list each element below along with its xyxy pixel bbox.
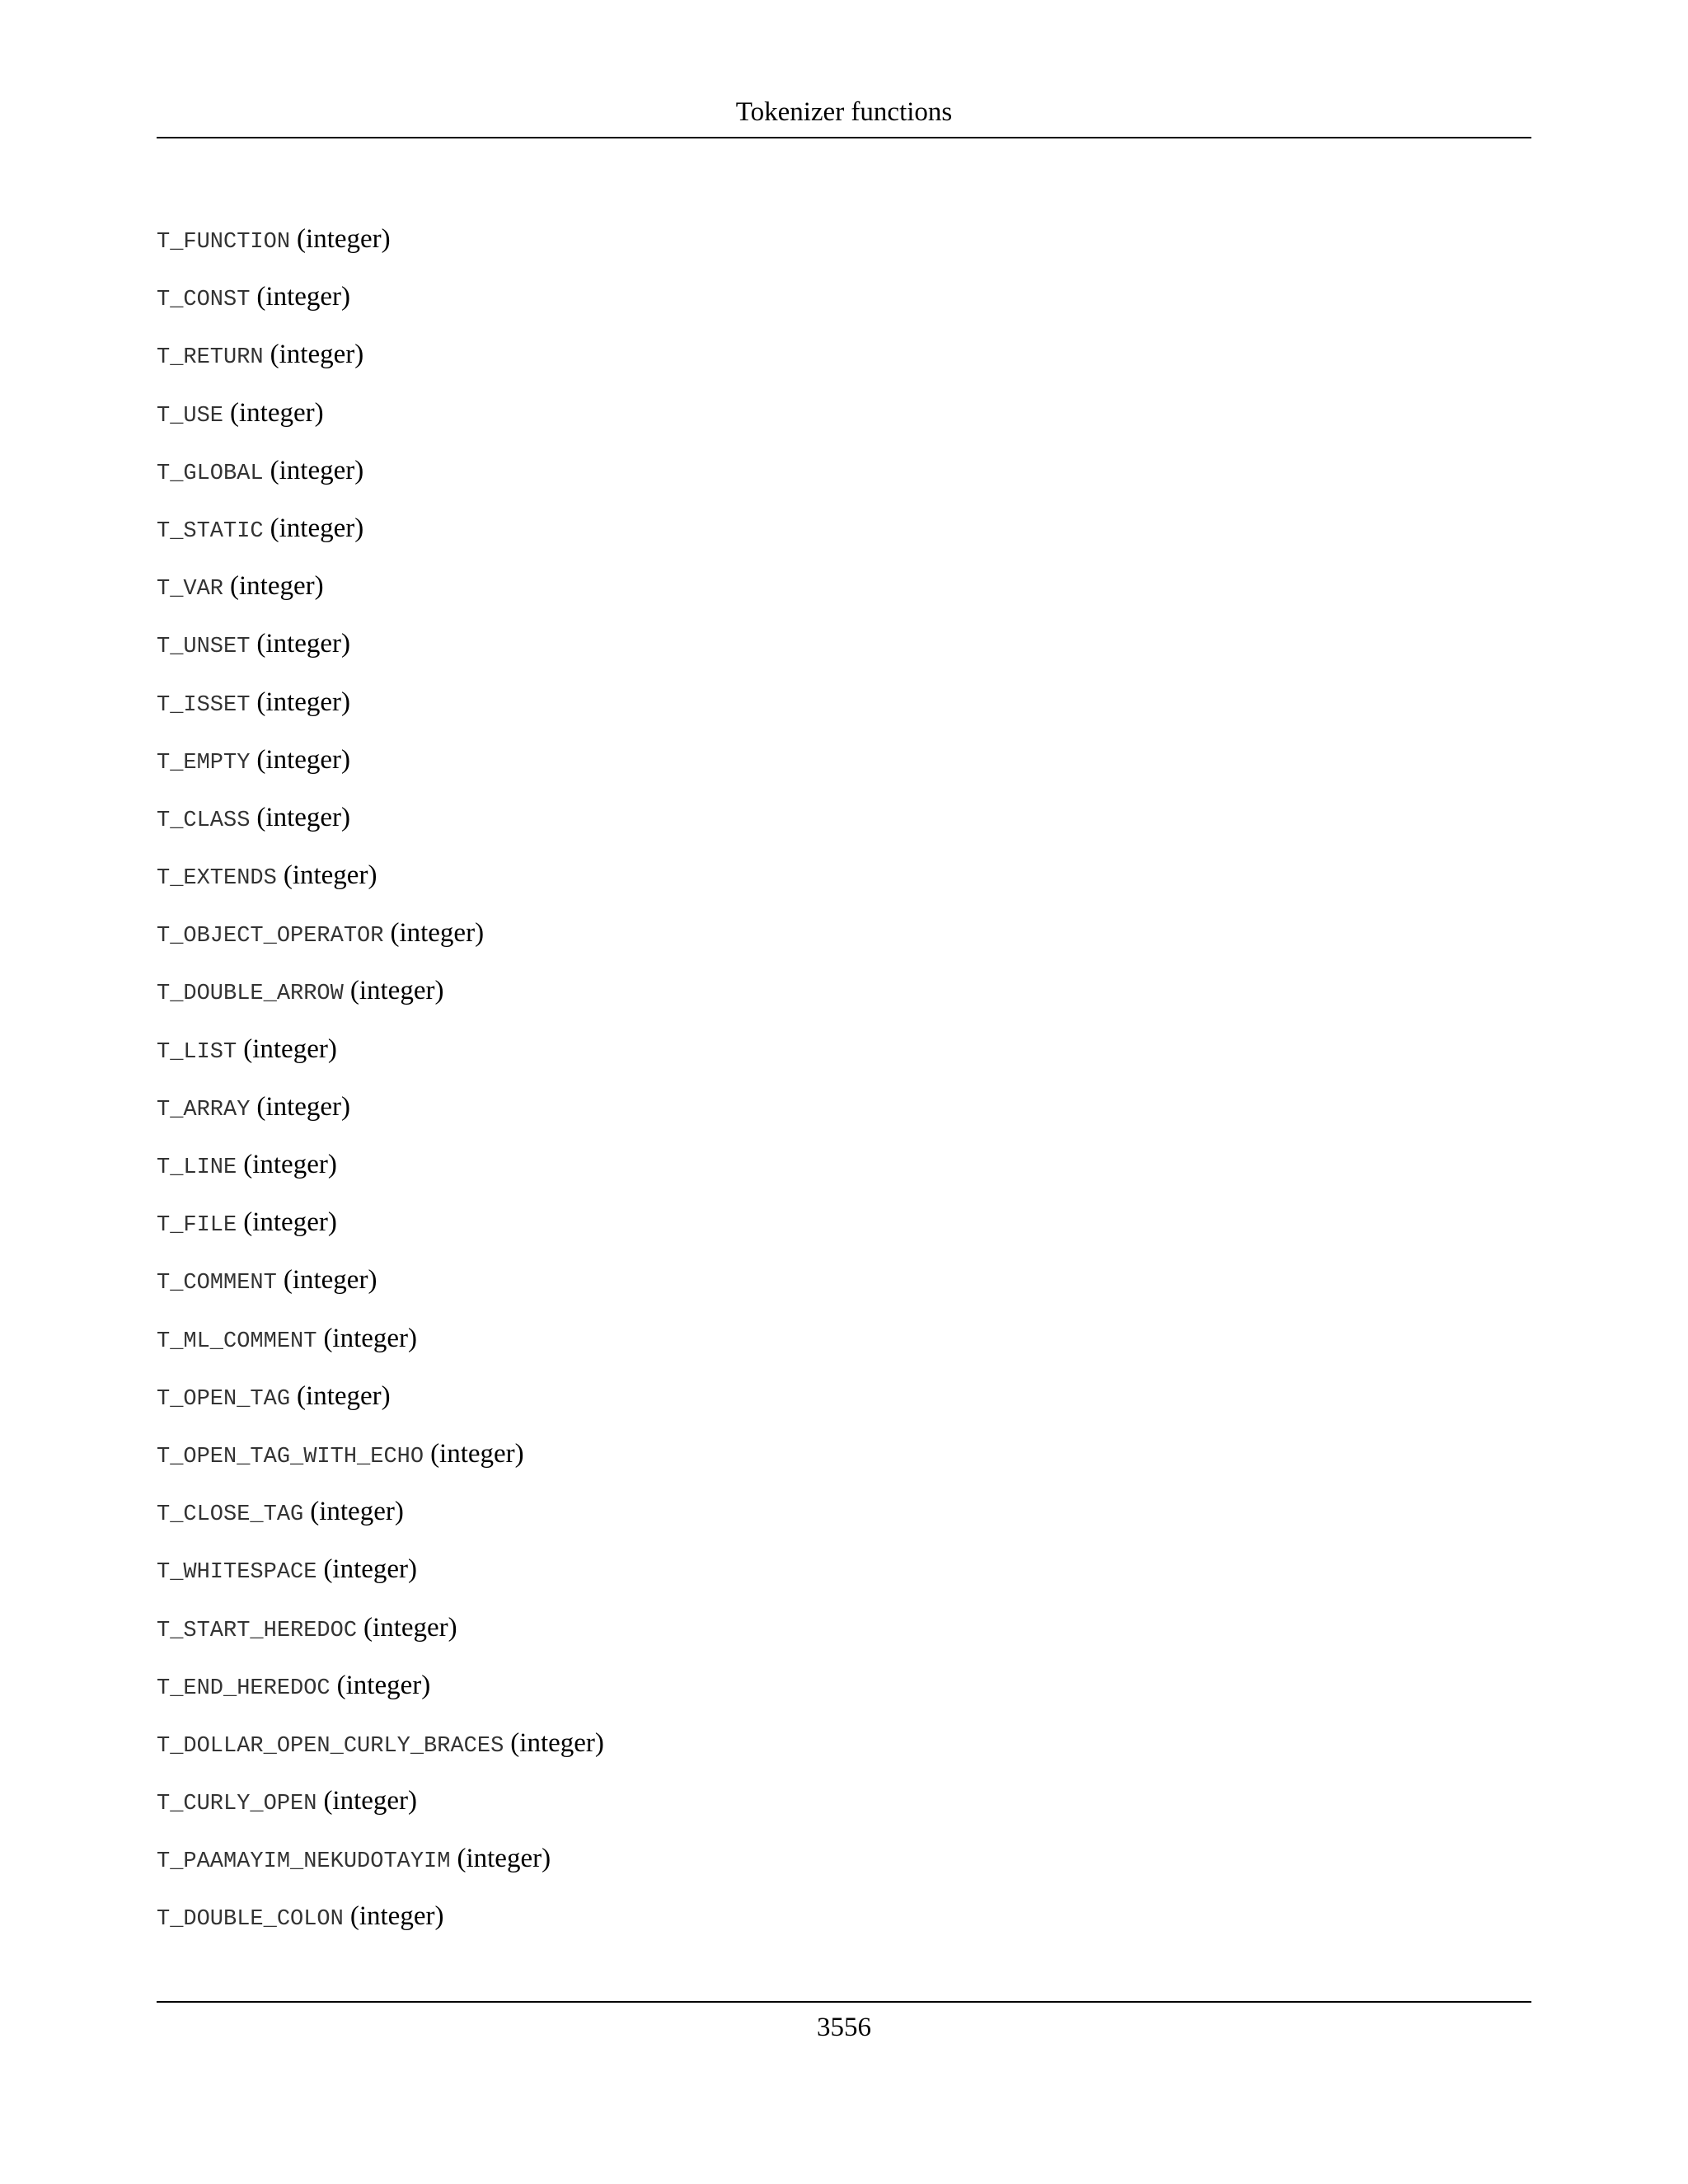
constant-name: T_FILE [157, 1213, 237, 1239]
list-item [157, 1491, 604, 1549]
constant-name: T_CONST [157, 288, 251, 313]
constant-list [157, 218, 604, 1954]
constant-name: T_OBJECT_OPERATOR [157, 924, 384, 949]
list-item [157, 970, 604, 1028]
list-item [157, 334, 604, 391]
list-item [157, 1838, 604, 1896]
list-item [157, 855, 604, 912]
constant-type: (integer) [256, 282, 351, 312]
list-item [157, 1665, 604, 1722]
list-item [157, 682, 604, 739]
list-item [157, 1376, 604, 1433]
constant-type: (integer) [230, 397, 324, 428]
constant-name: T_CLASS [157, 808, 251, 833]
constant-name: T_OPEN_TAG_WITH_ECHO [157, 1444, 424, 1469]
constant-type: (integer) [323, 1323, 418, 1353]
constant-name: T_DOUBLE_COLON [157, 1907, 344, 1933]
page-header [157, 92, 1531, 138]
constant-type: (integer) [336, 1670, 431, 1700]
constant-type: (integer) [283, 1265, 377, 1296]
list-item [157, 1259, 604, 1317]
list-item [157, 1549, 604, 1606]
constant-type: (integer) [256, 744, 351, 775]
list-item [157, 1607, 604, 1665]
constant-type: (integer) [323, 1554, 418, 1585]
list-item [157, 508, 604, 565]
constant-type: (integer) [510, 1727, 604, 1758]
constant-type: (integer) [243, 1207, 337, 1238]
constant-type: (integer) [349, 1901, 444, 1932]
list-item [157, 912, 604, 970]
constant-type: (integer) [430, 1438, 524, 1469]
list-item [157, 739, 604, 797]
list-item [157, 1722, 604, 1780]
list-item [157, 218, 604, 276]
list-item [157, 450, 604, 508]
constant-type: (integer) [349, 976, 444, 1006]
constant-name: T_OPEN_TAG [157, 1386, 291, 1412]
constant-name: T_EXTENDS [157, 866, 277, 892]
list-item [157, 565, 604, 623]
constant-name: T_FUNCTION [157, 230, 291, 255]
constant-name: T_COMMENT [157, 1271, 277, 1296]
constant-type: (integer) [256, 629, 351, 659]
list-item [157, 1318, 604, 1376]
constant-type: (integer) [297, 1380, 391, 1411]
constant-name: T_RETURN [157, 345, 264, 371]
constant-name: T_USE [157, 403, 224, 429]
constant-type: (integer) [256, 687, 351, 717]
constant-name: T_LIST [157, 1039, 237, 1065]
constant-name: T_END_HEREDOC [157, 1675, 331, 1701]
constant-type: (integer) [270, 455, 364, 485]
constant-type: (integer) [230, 571, 324, 602]
list-item [157, 1202, 604, 1259]
constant-type: (integer) [283, 860, 377, 891]
constant-type: (integer) [310, 1497, 404, 1527]
constant-type: (integer) [270, 340, 364, 370]
constant-name: T_LINE [157, 1155, 237, 1180]
constant-type: (integer) [256, 802, 351, 832]
constant-name: T_START_HEREDOC [157, 1618, 358, 1643]
constant-name: T_CLOSE_TAG [157, 1502, 304, 1528]
constant-name: T_ML_COMMENT [157, 1329, 317, 1354]
constant-type: (integer) [270, 513, 364, 543]
constant-name: T_PAAMAYIM_NEKUDOTAYIM [157, 1849, 451, 1875]
list-item [157, 797, 604, 855]
constant-name: T_UNSET [157, 635, 251, 660]
constant-type: (integer) [256, 1091, 351, 1122]
constant-name: T_DOUBLE_ARROW [157, 982, 344, 1007]
constant-type: (integer) [323, 1786, 418, 1816]
list-item [157, 623, 604, 681]
list-item [157, 1144, 604, 1202]
constant-type: (integer) [363, 1612, 457, 1643]
list-item [157, 276, 604, 334]
constant-type: (integer) [243, 1150, 337, 1179]
constant-name: T_EMPTY [157, 750, 251, 776]
constant-type: (integer) [390, 918, 485, 949]
list-item [157, 1086, 604, 1144]
constant-name: T_STATIC [157, 518, 264, 544]
list-item [157, 392, 604, 450]
list-item [157, 1433, 604, 1491]
constant-name: T_CURLY_OPEN [157, 1792, 317, 1817]
constant-name: T_WHITESPACE [157, 1560, 317, 1586]
constant-name: T_GLOBAL [157, 461, 264, 486]
constant-name: T_DOLLAR_OPEN_CURLY_BRACES [157, 1733, 504, 1759]
list-item [157, 1780, 604, 1838]
constant-type: (integer) [457, 1844, 551, 1874]
constant-name: T_ARRAY [157, 1097, 251, 1122]
constant-name: T_VAR [157, 577, 224, 602]
constant-type: (integer) [243, 1033, 337, 1064]
page-number: 3556 [817, 2013, 871, 2042]
constant-name: T_ISSET [157, 692, 251, 718]
list-item [157, 1896, 604, 1953]
page-footer [157, 2001, 1531, 2044]
list-item [157, 1029, 604, 1086]
page-title: Tokenizer functions [735, 97, 953, 127]
constant-type: (integer) [297, 224, 391, 254]
